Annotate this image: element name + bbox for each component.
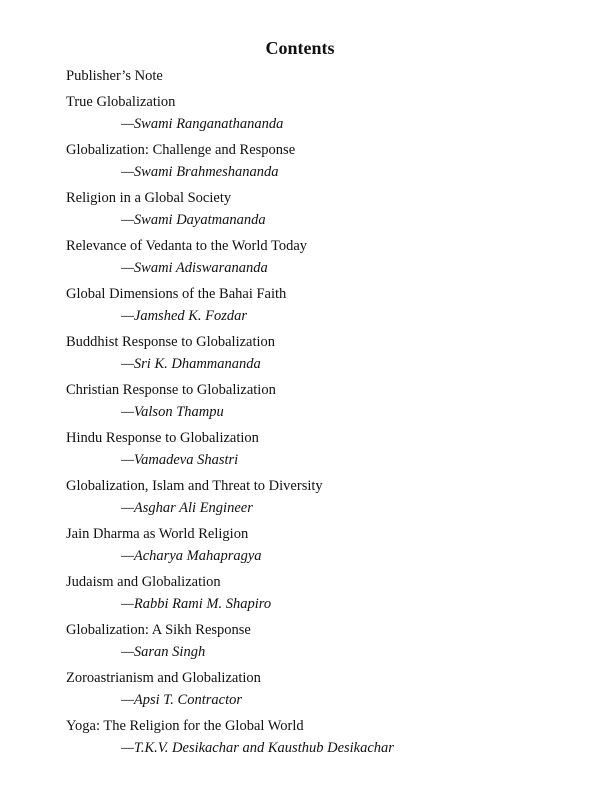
toc-entry-christian-response <box>66 380 586 423</box>
toc-entry-author: —Saran Singh <box>121 644 206 660</box>
toc-entry-judaism <box>66 572 586 615</box>
toc-entry-islam-diversity <box>66 476 586 519</box>
toc-entry-author: —Swami Ranganathananda <box>121 116 284 132</box>
toc-entry-title: Buddhist Response to Globalization <box>66 334 276 350</box>
toc-entry-yoga <box>66 716 586 759</box>
toc-entry-challenge-and-response <box>66 140 586 183</box>
toc-entry-title: Globalization, Islam and Threat to Diversity <box>66 478 323 494</box>
toc-entry-author: —Acharya Mahapragya <box>121 548 262 564</box>
toc-entry-title: Christian Response to Globalization <box>66 382 276 398</box>
toc-entry-author: —Swami Dayatmananda <box>121 212 266 228</box>
toc-entry-author: —Apsi T. Contractor <box>121 692 242 708</box>
toc-entry-relevance-of-vedanta <box>66 236 586 279</box>
toc-entry-religion-global-society <box>66 188 586 231</box>
toc-entry-title: Globalization: A Sikh Response <box>66 622 251 638</box>
toc-entry-author: —Rabbi Rami M. Shapiro <box>121 596 272 612</box>
toc-entry-zoroastrianism <box>66 668 586 711</box>
toc-entry-buddhist-response <box>66 332 586 375</box>
toc-entry-title: Hindu Response to Globalization <box>66 430 259 446</box>
toc-entry-title: Relevance of Vedanta to the World Today <box>66 238 308 254</box>
toc-entry-title: Yoga: The Religion for the Global World <box>66 718 304 734</box>
toc-entry-true-globalization <box>66 92 586 135</box>
toc-entry-author: —Asghar Ali Engineer <box>121 500 253 516</box>
toc-entry-jain-dharma <box>66 524 586 567</box>
toc-entry-publishers-note <box>66 66 586 87</box>
toc-entry-title: Global Dimensions of the Bahai Faith <box>66 286 287 302</box>
toc-entry-author: —Swami Brahmeshananda <box>121 164 279 180</box>
toc-entry-author: —Swami Adiswarananda <box>121 260 268 276</box>
toc-entry-title: True Globalization <box>66 94 176 110</box>
toc-entry-bahai-faith <box>66 284 586 327</box>
toc-entry-author: —Valson Thampu <box>121 404 224 420</box>
page-title: Contents <box>265 38 335 58</box>
toc-entry-author: —Sri K. Dhammananda <box>121 356 261 372</box>
toc-entry-title: Globalization: Challenge and Response <box>66 142 296 158</box>
toc-entry-author: —Vamadeva Shastri <box>121 452 239 468</box>
toc-entry-author: —T.K.V. Desikachar and Kausthub Desikachar <box>121 740 394 756</box>
toc-entry-hindu-response <box>66 428 586 471</box>
toc-entry-author: —Jamshed K. Fozdar <box>121 308 248 324</box>
table-of-contents <box>66 66 586 764</box>
toc-entry-title: Publisher’s Note <box>66 68 163 84</box>
toc-entry-title: Judaism and Globalization <box>66 574 221 590</box>
toc-entry-title: Religion in a Global Society <box>66 190 232 206</box>
toc-entry-sikh-response <box>66 620 586 663</box>
toc-entry-title: Zoroastrianism and Globalization <box>66 670 261 686</box>
toc-entry-title: Jain Dharma as World Religion <box>66 526 249 542</box>
